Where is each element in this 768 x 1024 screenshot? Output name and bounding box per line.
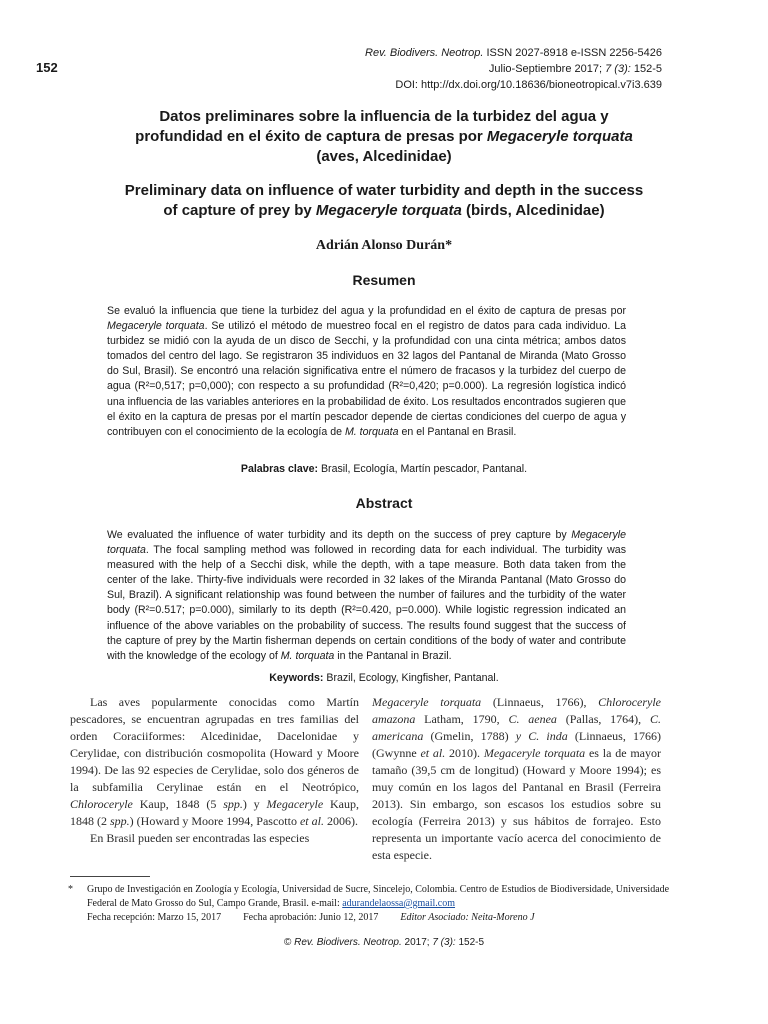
footnote-divider [70, 876, 150, 877]
journal-date: Julio-Septiembre 2017; [488, 63, 606, 75]
abstract-heading: Abstract [355, 495, 413, 511]
keywords-list: Brazil, Ecology, Kingfisher, Pantanal. [323, 672, 499, 684]
footer-year: 2017; [401, 937, 433, 948]
palabras-clave-list: Brasil, Ecología, Martín pescador, Pantanal. [318, 463, 528, 475]
et-al: et al. [299, 814, 324, 828]
body-text: Kaup, 1848 (2 [70, 797, 359, 828]
abstract-species-abbrev: M. torquata [280, 649, 335, 662]
journal-name: Rev. Biodivers. Neotrop. [365, 47, 484, 59]
footer-journal: Rev. Biodivers. Neotrop. [294, 937, 402, 948]
associate-editor: Editor Asociado: Neita-Moreno J [400, 912, 535, 923]
body-text: (Linnaeus, 1766) (Gwynne [372, 729, 661, 760]
abstract-text-part2: . The focal sampling method was followed in recording data for each individual. The turbidity was measured with the help of a Secchi disk, while the depth, with a tape measure. Both data taken from the center of the lake. Thirty-five individuals were recorded in 32 lakes of the Miranda Pantanal (Mato Grosso do Sul, Brazil). A significant relationship was found between the number of failures and the turbidity of the water body (R²=0.517; p=0.000), similarly to its depth (R²=0.420, p=0.000). While logistic regression indicated an influence of the above variables on the probability of success. The results found suggest that the success of the capture of prey by the Martin fisherman depends on certain conditions of the body of water and contribute with the knowledge of the ecology of [107, 544, 626, 662]
author: Adrián Alonso Durán* [315, 238, 453, 253]
body-text: (Linnaeus, 1766), [481, 695, 599, 709]
footer-pages: 152-5 [455, 937, 485, 948]
footer-volume: 7 (3): [432, 937, 456, 948]
title-spanish [60, 107, 708, 167]
resumen-text-part1: Se evaluó la influencia que tiene la turbidez del agua y la profundidad en el éxito de captura de presas por [107, 305, 626, 317]
keywords-label: Keywords: [269, 672, 324, 684]
resumen-species: Megaceryle torquata [107, 320, 205, 333]
date-approved: Fecha aprobación: Junio 12, 2017 [243, 912, 379, 923]
palabras-clave-label: Palabras clave: [240, 463, 319, 475]
body-column-left [70, 694, 359, 847]
body-text: 2010). [445, 746, 484, 760]
body-text: 2006). [323, 814, 358, 828]
footer-copyright: © [283, 937, 295, 948]
body-paragraph-2-cont [372, 694, 661, 864]
spp-abbrev: spp. [110, 814, 130, 828]
palabras-clave [0, 463, 768, 475]
affiliation-text: Grupo de Investigación en Zoología y Ecología, Universidad de Sucre, Sincelejo, Colombia. Centro de Estudios de Biodiversidade, Universidade Federal de Mato Grosso do Sul, Campo Grande, Brasil. e-mail: [87, 884, 670, 909]
abstract-text-part3: in the Pantanal in Brazil. [334, 649, 452, 662]
resumen-species-abbrev: M. torquata [344, 425, 399, 438]
body-text: es la de mayor tamaño (39,5 cm de longitud) (Howard y Moore 1994); es muy común en los lagos del Pantanal en Brasil (Ferreira 2013). Sin embargo, son escasos los estudios sobre su ecología (Ferreira 2013) y sus hábitos de forrajeo. Esto representa un importante vacío acerca del conocimiento de esta especie. [372, 746, 661, 862]
footnote-marker: * [68, 884, 73, 895]
resumen-heading: Resumen [352, 272, 416, 288]
body-paragraph-1 [70, 694, 359, 830]
footnote-dates [87, 911, 700, 925]
author-email-link[interactable]: adurandelaossa@gmail.com [342, 898, 456, 909]
title-es-line3: (aves, Alcedinidae) [316, 148, 452, 165]
et-al: et al. [420, 746, 446, 760]
journal-doi: DOI: http://dx.doi.org/10.18636/bioneotropical.v7i3.639 [395, 79, 662, 91]
journal-issn: ISSN 2027-8918 e-ISSN 2256-5426 [483, 47, 662, 59]
title-es-line2: profundidad en el éxito de captura de presas por [135, 128, 487, 145]
title-english [60, 181, 708, 221]
body-column-right [372, 694, 661, 864]
species-name: Megaceryle torquata [483, 746, 586, 760]
title-en-line2-end: (birds, Alcedinidae) [461, 202, 605, 219]
abstract-text-part1: We evaluated the influence of water turbidity and its depth on the success of prey capture by [107, 529, 572, 541]
resumen-text-part3: en el Pantanal en Brasil. [398, 425, 517, 438]
species-name: y C. inda [515, 729, 568, 743]
body-text: Kaup, 1848 (5 [132, 797, 224, 811]
abstract-text [107, 528, 626, 664]
journal-info [242, 45, 662, 93]
journal-volume: 7 (3): [605, 63, 631, 75]
title-en-line2: of capture of prey by [163, 202, 316, 219]
title-es-line1: Datos preliminares sobre la influencia de la turbidez del agua y [159, 108, 609, 125]
title-en-species: Megaceryle torquata [315, 202, 462, 219]
body-text: (Pallas, 1764), [556, 712, 650, 726]
journal-pages: 152-5 [630, 63, 662, 75]
species-name: C. americana [372, 712, 662, 743]
page-footer [0, 937, 768, 948]
title-en-line1: Preliminary data on influence of water turbidity and depth in the success [124, 182, 644, 199]
spp-abbrev: spp. [223, 797, 243, 811]
species-name: Megaceryle torquata [372, 695, 482, 709]
genus-name: Chloroceryle [70, 797, 133, 811]
body-text: (Gmelin, 1788) [423, 729, 516, 743]
body-text: ) (Howard y Moore 1994, Pascotto [129, 814, 300, 828]
resumen-text [107, 304, 626, 440]
body-text: Las aves popularmente conocidas como Martín pescadores, se encuentran agrupadas en tres familias del orden Coraciiformes: Alcedinidae, Dacelonidae y Cerylidae, con distribución cosmopolita (Howard y Moore 1994). De las 92 especies de Cerylidae, solo dos géneros de la subfamilia Cerylinae están en el Neotrópico, [70, 695, 359, 794]
genus-name: Megaceryle [266, 797, 324, 811]
abstract-species: Megaceryle torquata [107, 529, 626, 557]
species-name: Chloroceryle amazona [372, 695, 661, 726]
resumen-text-part2: . Se utilizó el método de muestreo focal en el registro de datos para cada individuo. La turbidez se midió con la ayuda de un disco de Secchi, y la profundidad con una cinta métrica; ambos datos tomados del centro del lago. Se registraron 35 individuos en 32 lagos del Pantanal de Miranda (Mato Grosso do Sul, Brasil). Se encontró una relación significativa entre el número de fracasos y la turbidez del cuerpo de agua (R²=0,517; p=0,000); con respecto a su profundidad (R²=0,420; p=0.000). La regresión logística indicó una influencia de las variables anteriores en la probabilidad de éxito. Los resultados encontrados sugieren que el éxito en la captura de presas por el martín pescador depende de ciertas condiciones del cuerpo de agua y contribuyen con el conocimiento de la ecología de [107, 320, 627, 438]
body-text: Latham, 1790, [415, 712, 509, 726]
date-received: Fecha recepción: Marzo 15, 2017 [87, 912, 222, 923]
title-es-species: Megaceryle torquata [486, 128, 633, 145]
species-name: C. aenea [508, 712, 557, 726]
footnote [70, 883, 700, 925]
page-number: 152 [36, 60, 58, 75]
body-text: ) y [242, 797, 267, 811]
body-paragraph-2: En Brasil pueden ser encontradas las especies [90, 831, 310, 845]
keywords [0, 672, 768, 684]
footnote-affiliation [87, 883, 700, 911]
